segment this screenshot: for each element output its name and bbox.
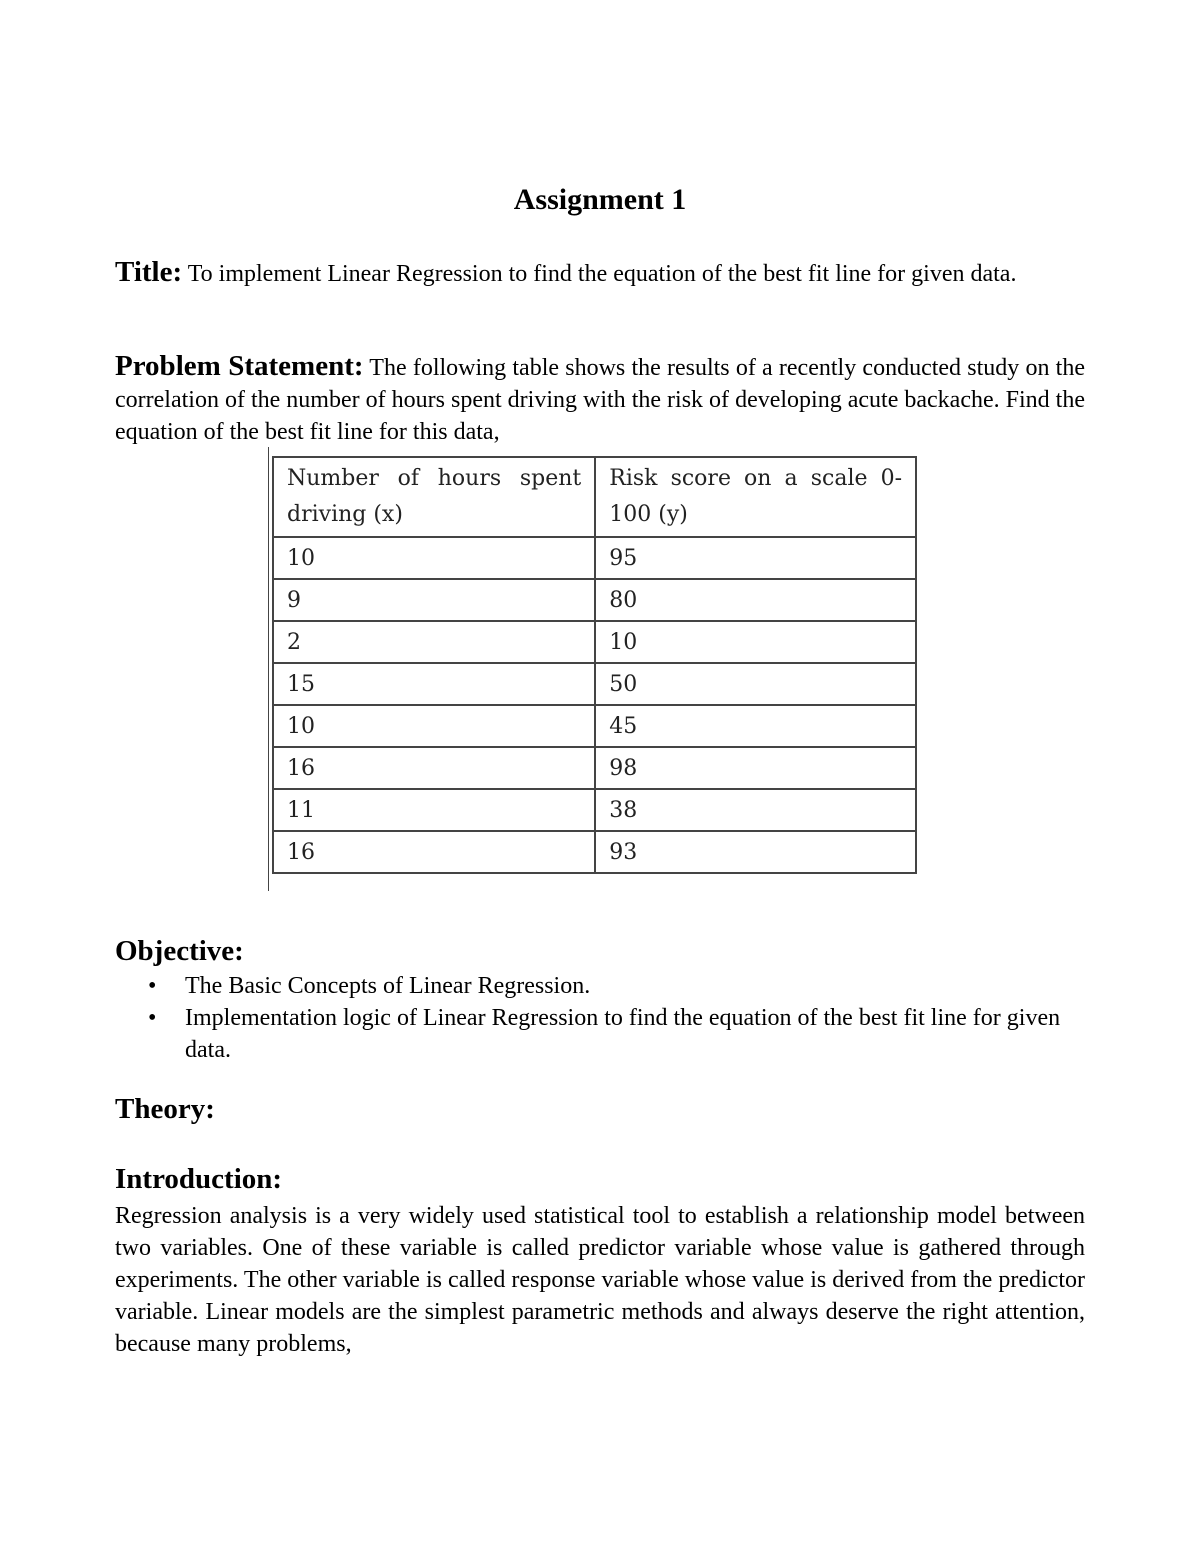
document-title: Assignment 1 — [513, 183, 687, 216]
cell-hours: 16 — [273, 831, 595, 873]
cell-hours: 10 — [273, 537, 595, 579]
title-label: Title: — [115, 256, 183, 288]
objective-item-text: The Basic Concepts of Linear Regression. — [185, 973, 591, 999]
header-hours-label: Number of hours spent driving (x) — [287, 466, 582, 527]
cell-hours: 10 — [273, 705, 595, 747]
cell-hours: 16 — [273, 747, 595, 789]
list-item — [115, 970, 1085, 1002]
bullet-icon: • — [148, 973, 157, 999]
data-table-container — [270, 451, 922, 889]
cell-hours: 9 — [273, 579, 595, 621]
objective-heading: Objective: — [115, 935, 244, 967]
cell-risk: 38 — [595, 789, 916, 831]
data-table — [272, 456, 917, 874]
problem-statement-text: The following table shows the results of a recently conducted study on the correlation of the number of hours spent driving with the risk of developing acute backache. Find the equation of the best fit line for this data, — [115, 355, 1085, 445]
title-paragraph — [115, 256, 1085, 290]
header-hours — [273, 457, 595, 537]
table-left-rule — [268, 447, 269, 891]
cell-risk: 50 — [595, 663, 916, 705]
cell-hours: 11 — [273, 789, 595, 831]
introduction-heading: Introduction: — [115, 1163, 283, 1195]
table-row — [273, 789, 916, 831]
table-row — [273, 579, 916, 621]
objective-list — [115, 970, 1085, 1066]
table-row — [273, 831, 916, 873]
table-row — [273, 537, 916, 579]
cell-risk: 80 — [595, 579, 916, 621]
theory-heading: Theory: — [115, 1093, 215, 1125]
bullet-icon: • — [148, 1005, 157, 1031]
cell-risk: 98 — [595, 747, 916, 789]
problem-statement-label: Problem Statement: — [115, 350, 364, 382]
cell-hours: 2 — [273, 621, 595, 663]
cell-hours: 15 — [273, 663, 595, 705]
table-row — [273, 621, 916, 663]
table-row — [273, 705, 916, 747]
header-risk-label: Risk score on a scale 0-100 (y) — [609, 466, 902, 527]
cell-risk: 10 — [595, 621, 916, 663]
objective-item-text: Implementation logic of Linear Regression to find the equation of the best fit line for given data. — [185, 1005, 1061, 1063]
table-row — [273, 747, 916, 789]
title-text: To implement Linear Regression to find the equation of the best fit line for given data. — [182, 261, 1017, 287]
header-risk — [595, 457, 916, 537]
list-item — [115, 1002, 1085, 1066]
problem-statement-paragraph — [115, 350, 1085, 448]
introduction-paragraph: Regression analysis is a very widely used statistical tool to establish a relationship model between two variables. One of these variable is called predictor variable whose value is gathered through experiments. The other variable is called response variable whose value is derived from the predictor variable. Linear models are the simplest parametric methods and always deserve the right attention, because many problems, — [115, 1203, 1085, 1357]
table-row — [273, 663, 916, 705]
cell-risk: 45 — [595, 705, 916, 747]
table-header-row — [273, 457, 916, 537]
cell-risk: 93 — [595, 831, 916, 873]
cell-risk: 95 — [595, 537, 916, 579]
